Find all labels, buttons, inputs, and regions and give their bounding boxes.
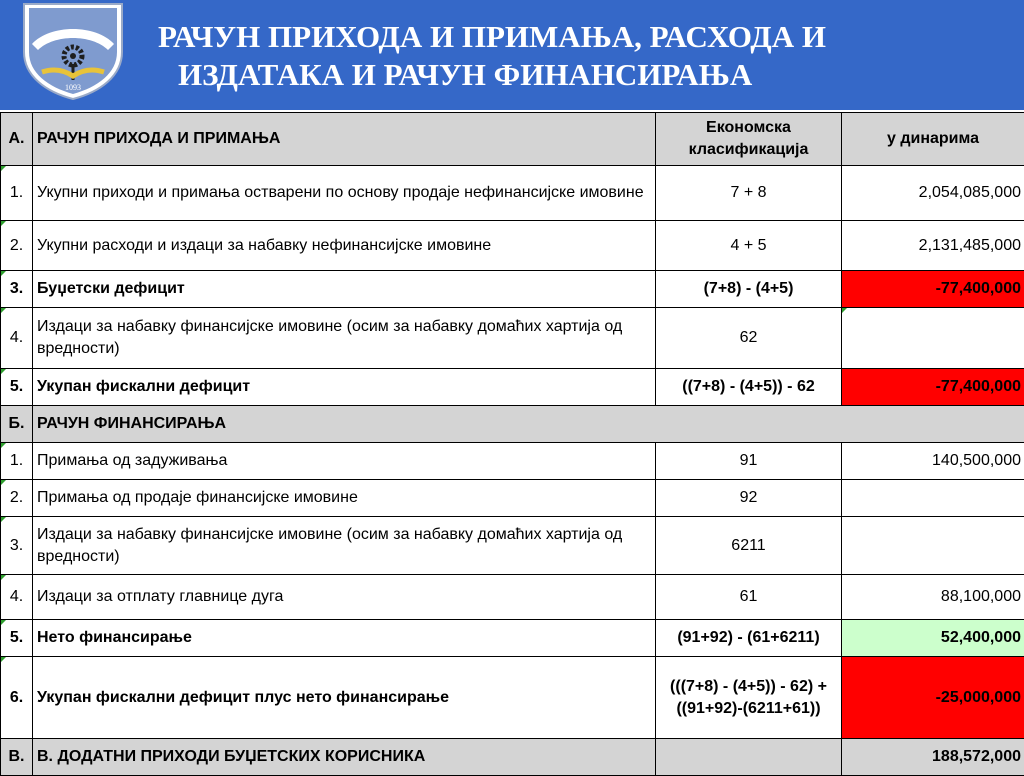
table-row <box>1 308 1024 369</box>
row-classification: 6211 <box>656 517 842 575</box>
budget-table <box>0 112 1024 776</box>
table-row <box>1 480 1024 517</box>
row-number: 4. <box>1 308 33 369</box>
net-financing-row <box>1 620 1024 657</box>
table-row <box>1 517 1024 575</box>
section-a-title: РАЧУН ПРИХОДА И ПРИМАЊА <box>33 113 656 166</box>
row-number: 3. <box>1 271 33 308</box>
column-header-amount: у динарима <box>842 113 1024 166</box>
row-number: 1. <box>1 443 33 480</box>
row-description: Нето финансирање <box>33 620 656 657</box>
coat-of-arms-logo <box>20 2 126 100</box>
row-classification: 92 <box>656 480 842 517</box>
budget-deficit-row <box>1 271 1024 308</box>
row-amount: -25,000,000 <box>842 657 1024 739</box>
row-amount: 2,131,485,000 <box>842 221 1024 271</box>
row-amount: 2,054,085,000 <box>842 166 1024 221</box>
row-number: 4. <box>1 575 33 620</box>
table-row <box>1 221 1024 271</box>
row-classification: 61 <box>656 575 842 620</box>
row-classification: (91+92) - (61+6211) <box>656 620 842 657</box>
table-row <box>1 443 1024 480</box>
section-b-label: Б. <box>1 406 33 443</box>
row-description: Укупни приходи и примања остварени по основу продаје нефинансијске имовине <box>33 166 656 221</box>
row-description: Издаци за набавку финансијске имовине (осим за набавку домаћих хартија од вредности) <box>33 517 656 575</box>
row-description: Издаци за набавку финансијске имовине (осим за набавку домаћих хартија од вредности) <box>33 308 656 369</box>
title-line-1: РАЧУН ПРИХОДА И ПРИМАЊА, РАСХОДА И <box>140 18 1020 56</box>
row-amount <box>842 308 1024 369</box>
row-classification: 62 <box>656 308 842 369</box>
row-classification: ((7+8) - (4+5)) - 62 <box>656 369 842 406</box>
row-amount: 88,100,000 <box>842 575 1024 620</box>
row-number: 1. <box>1 166 33 221</box>
row-description: Укупан фискални дефицит плус нето финансирање <box>33 657 656 739</box>
title-line-2: ИЗДАТАКА И РАЧУН ФИНАНСИРАЊА <box>140 56 1020 94</box>
row-classification: 7 + 8 <box>656 166 842 221</box>
row-amount: -77,400,000 <box>842 369 1024 406</box>
row-description: Издаци за отплату главнице дуга <box>33 575 656 620</box>
row-amount: -77,400,000 <box>842 271 1024 308</box>
fiscal-deficit-row <box>1 369 1024 406</box>
section-c-amount: 188,572,000 <box>842 739 1024 776</box>
section-c-label: В. <box>1 739 33 776</box>
slide-header <box>0 0 1024 110</box>
row-number: 2. <box>1 221 33 271</box>
section-c-row <box>1 739 1024 776</box>
row-number: 6. <box>1 657 33 739</box>
row-classification: (((7+8) - (4+5)) - 62) + ((91+92)-(6211+61)) <box>656 657 842 739</box>
row-number: 3. <box>1 517 33 575</box>
section-a-header-row <box>1 113 1024 166</box>
section-b-header-row <box>1 406 1024 443</box>
column-header-classification: Економска класификација <box>656 113 842 166</box>
section-b-title: РАЧУН ФИНАНСИРАЊА <box>33 406 1024 443</box>
row-number: 2. <box>1 480 33 517</box>
table-row <box>1 166 1024 221</box>
section-c-title: В. ДОДАТНИ ПРИХОДИ БУЏЕТСКИХ КОРИСНИКА <box>33 739 656 776</box>
row-classification: (7+8) - (4+5) <box>656 271 842 308</box>
row-number: 5. <box>1 369 33 406</box>
slide-title <box>140 18 1020 94</box>
total-fiscal-deficit-row <box>1 657 1024 739</box>
row-amount <box>842 480 1024 517</box>
section-c-classification <box>656 739 842 776</box>
row-number: 5. <box>1 620 33 657</box>
row-description: Буџетски дефицит <box>33 271 656 308</box>
row-classification: 4 + 5 <box>656 221 842 271</box>
row-description: Примања од задуживања <box>33 443 656 480</box>
row-amount: 52,400,000 <box>842 620 1024 657</box>
row-classification: 91 <box>656 443 842 480</box>
section-a-label: А. <box>1 113 33 166</box>
svg-text:1093: 1093 <box>65 83 81 92</box>
row-amount <box>842 517 1024 575</box>
table-row <box>1 575 1024 620</box>
row-amount: 140,500,000 <box>842 443 1024 480</box>
row-description: Укупан фискални дефицит <box>33 369 656 406</box>
row-description: Укупни расходи и издаци за набавку нефинансијске имовине <box>33 221 656 271</box>
row-description: Примања од продаје финансијске имовине <box>33 480 656 517</box>
